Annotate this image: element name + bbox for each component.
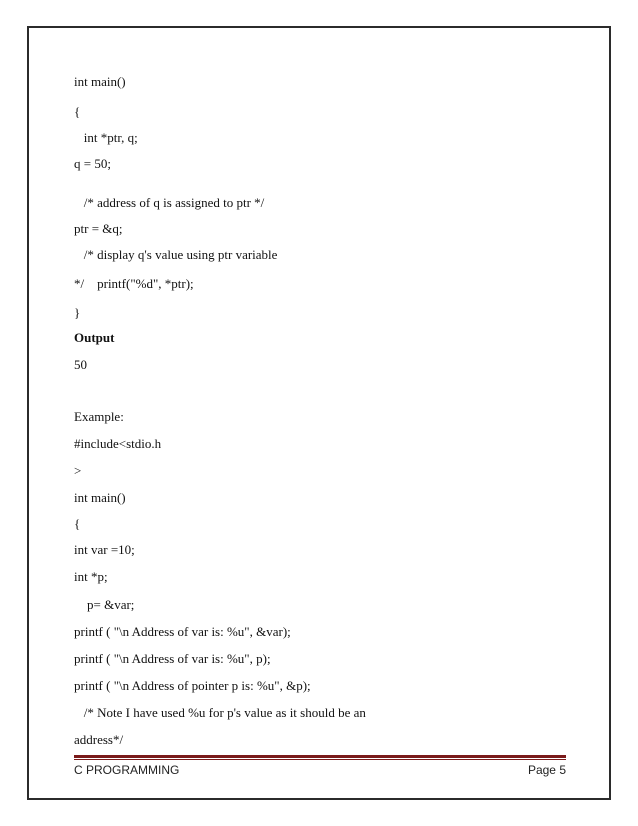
code-line: */ printf("%d", *ptr); (74, 276, 194, 291)
output-value: 50 (74, 357, 87, 372)
footer-rule-thin (74, 759, 566, 760)
footer-title: C PROGRAMMING (74, 763, 180, 777)
code-line: int var =10; (74, 542, 135, 557)
code-line: q = 50; (74, 156, 111, 171)
output-heading: Output (74, 330, 115, 345)
code-line: printf ( "\n Address of var is: %u", p); (74, 651, 271, 666)
code-comment: /* address of q is assigned to ptr */ (74, 195, 265, 210)
code-comment: address*/ (74, 732, 124, 747)
code-comment: /* Note I have used %u for p's value as it should be an (74, 705, 366, 720)
footer-rule (74, 755, 566, 758)
code-comment: /* display q's value using ptr variable (74, 247, 278, 262)
code-line: } (74, 305, 81, 320)
code-line: p= &var; (74, 597, 135, 612)
code-line: printf ( "\n Address of pointer p is: %u", &p); (74, 678, 311, 693)
code-line: > (74, 463, 82, 478)
code-line: #include<stdio.h (74, 436, 162, 451)
code-line: int *ptr, q; (74, 130, 138, 145)
page-number: Page 5 (527, 763, 566, 777)
code-line: printf ( "\n Address of var is: %u", &var); (74, 624, 291, 639)
code-line: int *p; (74, 569, 108, 584)
code-line: { (74, 516, 81, 531)
code-line: { (74, 104, 81, 119)
example-heading: Example: (74, 409, 124, 424)
code-line: int main() (74, 490, 126, 505)
code-line: ptr = &q; (74, 221, 123, 236)
code-line: int main() (74, 74, 126, 89)
